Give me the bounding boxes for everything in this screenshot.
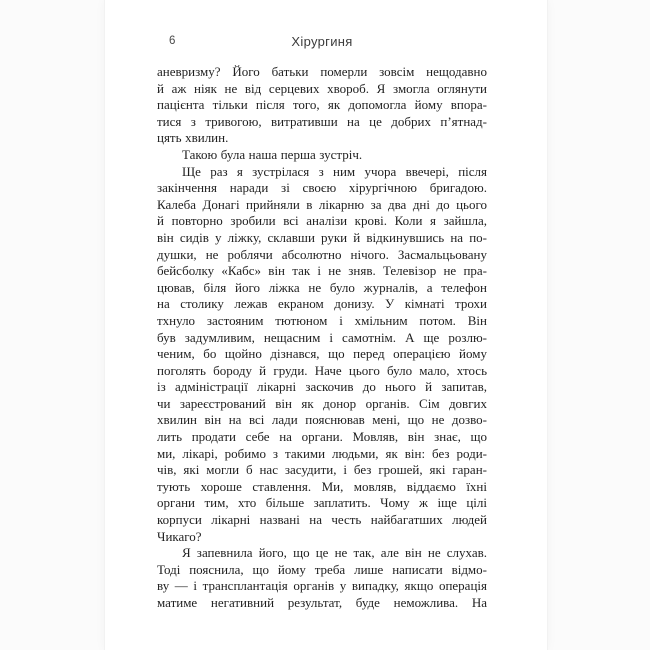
text-line: тують хороше ставлення. Ми, мовляв, віддаємо їхні xyxy=(157,478,487,494)
text-line: цять хвилин. xyxy=(157,130,229,146)
text-line: й повторно зробили всі аналізи крові. Коли я зайшла, xyxy=(157,213,487,229)
text-line: тися з тривогою, витративши на це добрих п’ятнад- xyxy=(157,113,487,129)
text-line: поголять бороду й груди. Наче цього було мало, хтось xyxy=(157,362,487,378)
text-line: Калеба Донагі прийняли в лікарню за два дні до цього xyxy=(157,196,487,212)
text-line: із адміністрації лікарні заскочив до нього й запитав, xyxy=(157,379,487,395)
page-header xyxy=(157,34,487,48)
text-line: тхнуло застояним тютюном і хмільним потом. Він xyxy=(157,312,487,328)
text-line: хвилин він на всі лади пояснював мені, що не дозво- xyxy=(157,412,487,428)
text-line: він сидів у ліжку, склавши руки й відкинувшись на по- xyxy=(157,229,487,245)
text-line: на столику лежав екраном донизу. У кімнаті трохи xyxy=(157,296,487,312)
text-line: цював, біля його ліжка не було журналів, а телефон xyxy=(157,279,487,295)
text-line: й аж ніяк не від серцевих хвороб. Я змогла оглянути xyxy=(157,80,487,96)
text-line: корпуси лікарні названі на честь найбагатших людей xyxy=(157,512,487,528)
text-line: Тоді пояснила, що йому треба лише написати відмо- xyxy=(157,561,487,577)
text-line: чи зареєстрований він як донор органів. Сім довгих xyxy=(157,395,487,411)
text-line: закінчення наради зі своєю хірургічною бригадою. xyxy=(157,180,487,196)
page-number: 6 xyxy=(169,35,176,47)
text-line: душки, не роблячи абсолютно нічого. Засмальцьовану xyxy=(157,246,487,262)
text-line: ву — і трансплантація органів у випадку, якщо операція xyxy=(157,578,487,594)
text-line: Я запевнила його, що це не так, але він не слухав. xyxy=(182,545,487,561)
text-line: ми, лікарі, робимо з такими людьми, як він: без роди- xyxy=(157,445,487,461)
text-line: Ще раз я зустрілася з ним учора ввечері, після xyxy=(182,163,487,179)
book-page[interactable] xyxy=(104,0,548,650)
text-line: чів, які могли б нас засудити, і без грошей, які гаран- xyxy=(157,462,487,478)
text-line: органи тим, хто більше заплатить. Чому ж іще цілі xyxy=(157,495,487,511)
text-line: Такою була наша перша зустріч. xyxy=(182,146,363,162)
text-line: аневризму? Його батьки померли зовсім нещодавно xyxy=(157,64,487,79)
text-line: матиме негативний результат, буде неможлива. На xyxy=(157,595,487,610)
text-line: ченим, бо щойно дізнався, що перед операцією йому xyxy=(157,346,487,362)
text-line: був задумливим, нещасним і самотнім. А ще розлю- xyxy=(157,329,487,345)
text-line: Чикаго? xyxy=(157,528,202,544)
text-line: бейсболку «Кабс» він так і не зняв. Телевізор не пра- xyxy=(157,263,487,279)
body-text xyxy=(157,64,487,612)
page-content xyxy=(105,0,547,612)
running-title: Хірургиня xyxy=(291,34,353,49)
text-line: лить продати себе на органи. Мовляв, він знає, що xyxy=(157,429,487,445)
text-line: пацієнта тільки після того, як допомогла йому впора- xyxy=(157,97,487,113)
